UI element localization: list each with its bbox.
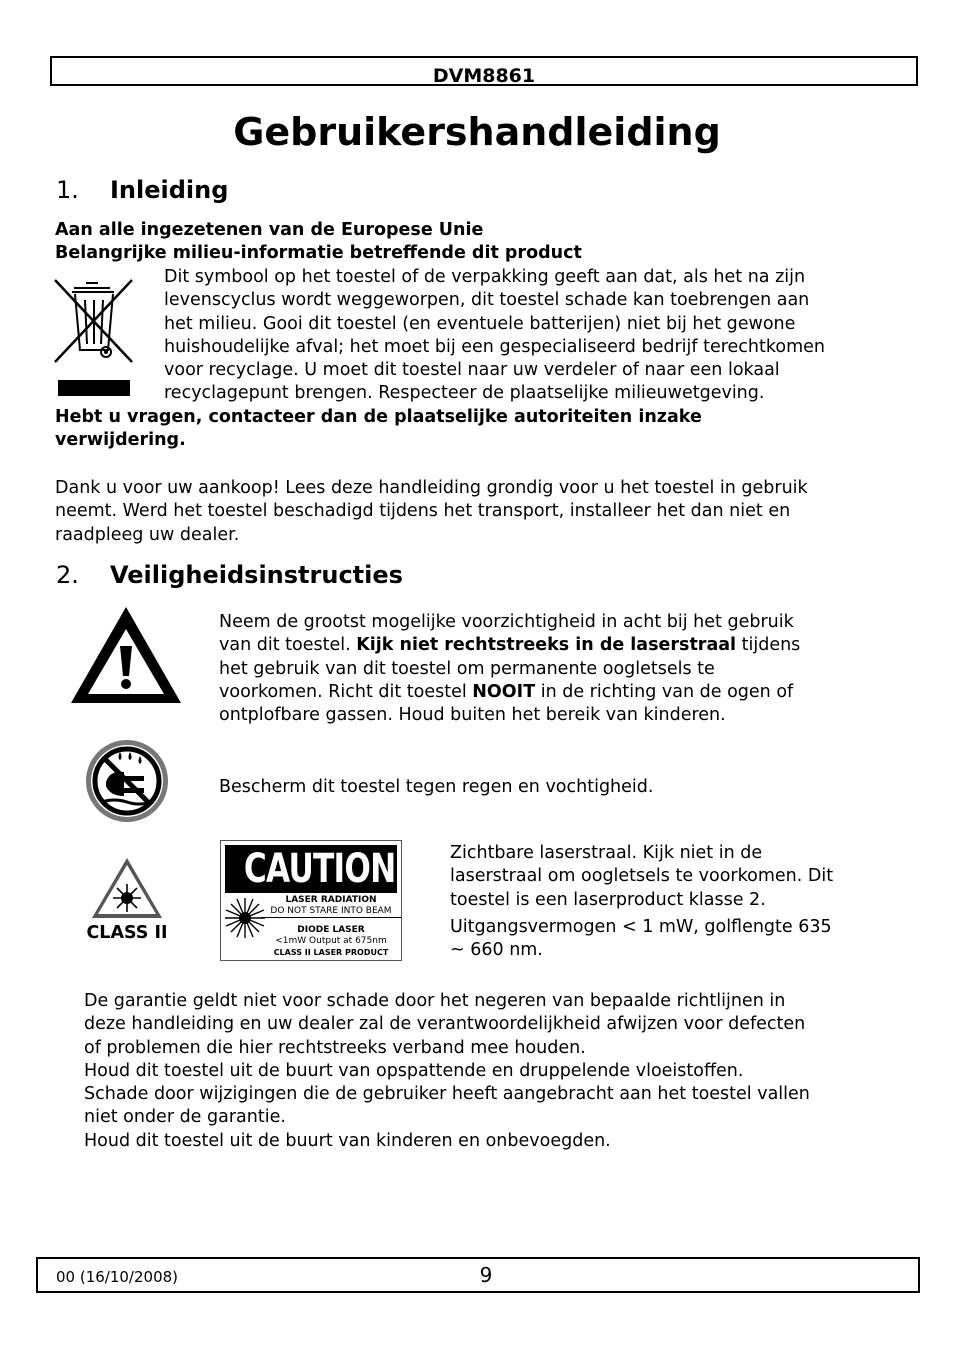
laser-paragraph: Zichtbare laserstraal. Kijk niet in de laserstraal om oogletsels te voorkomen. Dit toestel is een laserproduct klasse 2. <box>450 843 834 910</box>
diode-laser-text: DIODE LASER <box>297 925 365 935</box>
caution-head-text: CAUTION <box>243 846 396 892</box>
section-2-title: Veiligheidsinstructies <box>110 561 403 589</box>
section-2-heading <box>56 560 403 590</box>
never-emphasis: NOOIT <box>472 681 536 702</box>
section-2-number: 2. <box>56 561 79 589</box>
footer-version: 00 (16/10/2008) <box>56 1268 179 1286</box>
page-title: Gebruikershandleiding <box>233 110 721 154</box>
laser-starburst-icon <box>225 897 265 939</box>
moisture-text: Bescherm dit toestel tegen regen en vochtigheid. <box>219 777 654 797</box>
output-text: <1mW Output at 675nm <box>275 936 387 946</box>
warranty-paragraph: De garantie geldt niet voor schade door het negeren van bepaalde richtlijnen in deze handleiding en uw dealer zal de verantwoordelijkheid afwijzen voor defecten of problemen die hier rechtstreeks verband mee houden. Houd dit toestel uit de buurt van opspattende en druppelende vloeistoffen. Schade door wijzigingen die de gebruiker heeft aangebracht aan het toestel vallen niet onder de garantie. Houd dit toestel uit de buurt van kinderen en onbevoegden. <box>84 991 810 1151</box>
page-number: 9 <box>479 1263 493 1287</box>
caution-header-bar <box>225 845 397 893</box>
laser-warning-emphasis: Kijk niet rechtstreeks in de laserstraal <box>356 635 737 656</box>
laser-radiation-text: LASER RADIATION <box>285 895 377 905</box>
questions-paragraph: Hebt u vragen, contacteer dan de plaatselijke autoriteiten inzake verwijdering. <box>55 407 702 451</box>
eu-residents-line: Aan alle ingezetenen van de Europese Unie <box>55 220 484 240</box>
warning-paragraph: Neem de grootst mogelijke voorzichtigheid in acht bij het gebruik van dit toestel. Kijk niet rechtstreeks in de laserstraal tijdens het gebruik van dit toestel om permanente oogletsels te voorkomen. Richt dit toestel NOOIT in de richting van de ogen of ontplofbare gassen. Houd buiten het bereik van kinderen. <box>219 612 801 726</box>
weee-bin-icon <box>52 276 136 400</box>
section-1-number: 1. <box>56 176 79 204</box>
environment-info-line: Belangrijke milieu-informatie betreffende dit product <box>55 243 582 263</box>
thanks-paragraph: Dank u voor uw aankoop! Lees deze handleiding grondig voor u het toestel in gebruik neemt. Werd het toestel beschadigd tijdens het transport, installeer het dan niet en raadpleeg uw dealer. <box>55 478 808 545</box>
section-1-title: Inleiding <box>110 176 229 204</box>
caution-laser-label <box>220 840 402 961</box>
warning-triangle-icon <box>68 604 184 706</box>
weee-paragraph: Dit symbool op het toestel of de verpakking geeft aan dat, als het na zijn levenscyclus wordt weggeworpen, dit toestel schade kan toebrengen aan het milieu. Gooi dit toestel (en eventuele batterijen) niet bij het gewone huishoudelijke afval; het moet bij een gespecialiseerd bedrijf terechtkomen voor recyclage. U moet dit toestel naar uw verdeler of naar een lokaal recyclagepunt brengen. Respecteer de plaatselijke milieuwetgeving. <box>164 267 825 404</box>
model-number: DVM8861 <box>432 65 536 87</box>
section-1-heading <box>56 175 228 205</box>
do-not-stare-text: DO NOT STARE INTO BEAM <box>261 906 401 918</box>
header-model-box <box>50 56 918 86</box>
class-label: CLASS II <box>86 923 168 943</box>
output-power-paragraph: Uitgangsvermogen < 1 mW, golflengte 635 ~ 660 nm. <box>450 917 832 961</box>
laser-warning-icon <box>90 856 164 920</box>
no-moisture-icon <box>84 738 170 824</box>
class-ii-product-text: CLASS II LASER PRODUCT <box>273 948 389 957</box>
